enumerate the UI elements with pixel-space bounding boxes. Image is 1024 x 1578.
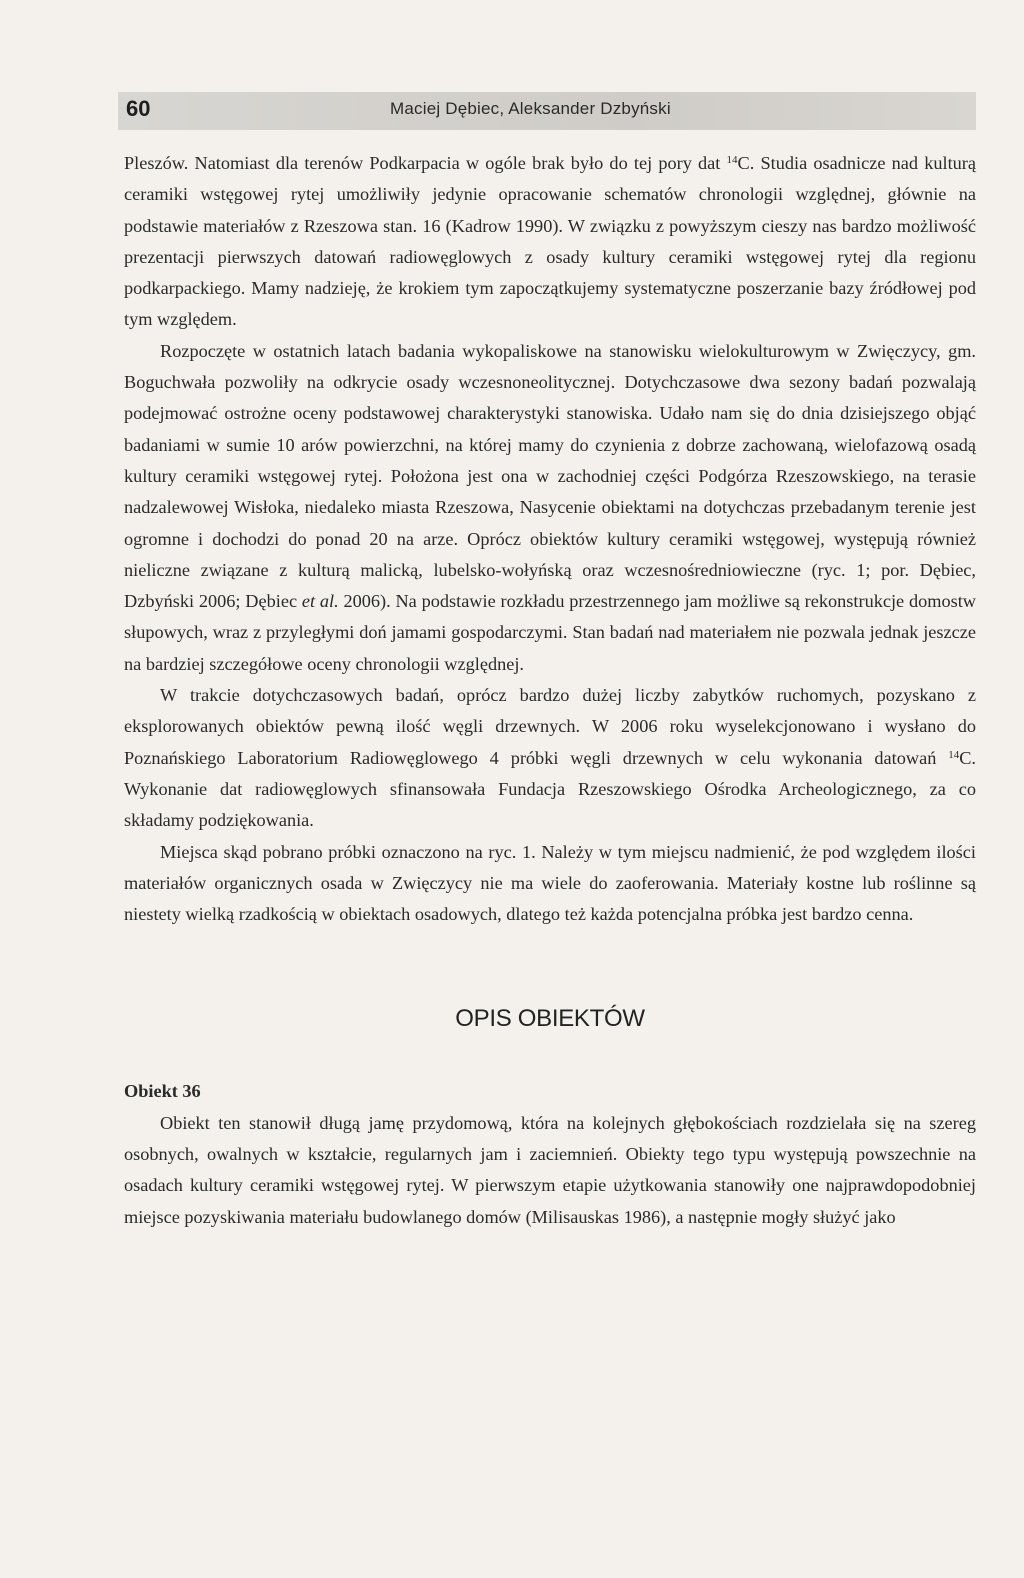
paragraph-text: 2006). Na podstawie rozkładu przestrzennego jam możliwe są rekonstrukcje domostw słupowych, wraz z przyległymi doń jamami gospodarczymi. Stan badań nad materiałem nie pozwala jednak jeszcze na bardziej szczegółowe oceny chronologii względnej. [124,591,976,674]
body-text [124,148,976,1233]
paragraph-text: C. Wykonanie dat radiowęglowych sfinansowała Fundacja Rzeszowskiego Ośrodka Archeologicznego, za co składamy podziękowania. [124,747,976,831]
paragraph-2 [124,336,976,680]
paragraph-text: W trakcie dotychczasowych badań, oprócz bardzo dużej liczby zabytków ruchomych, pozyskano z eksplorowanych obiektów pewną ilość węgli drzewnych. W 2006 roku wyselekcjonowano i wysłano do Poznańskiego Laboratorium Radiowęglowego 4 próbki węgli drzewnych w celu wykonania datowań [124,685,976,768]
paragraph-text: Rozpoczęte w ostatnich latach badania wykopaliskowe na stanowisku wielokulturowym w Zwięczycy, gm. Boguchwała pozwoliły na odkrycie osady wczesnoneolitycznej. Dotychczasowe dwa sezony badań pozwalają podejmować ostrożne oceny podstawowej charakterystyki stanowiska. Udało nam się do dnia dzisiejszego objąć badaniami w sumie 10 arów powierzchni, na której mamy do czynienia z dobrze zachowaną, wielofazową osadą kultury ceramiki wstęgowej rytej. Położona jest ona w zachodniej części Podgórza Rzeszowskiego, na terasie nadzalewowej Wisłoka, niedaleko miasta Rzeszowa, Nasycenie obiektami na dotychczas przebadanym terenie jest ogromne i dochodzi do ponad 20 na arze. Oprócz obiektów kultury ceramiki wstęgowej, występują również nieliczne związane z kulturą malicką, lubelsko-wołyńską oraz wczesnośredniowieczne (ryc. 1; por. Dębiec, Dzbyński 2006; Dębiec [124,340,976,612]
page-number: 60 [126,96,151,121]
running-header [118,92,976,130]
superscript-isotope: 14 [726,154,738,166]
subsection-heading: Obiekt 36 [124,1081,201,1102]
superscript-isotope: 14 [948,748,960,761]
paragraph-3 [124,680,976,836]
running-title: Maciej Dębiec, Aleksander Dzbyński [390,99,671,118]
paragraph-text: Pleszów. Natomiast dla terenów Podkarpacia w ogóle brak było do tej pory dat [124,153,727,173]
paragraph-1 [124,148,976,336]
section-heading: OPIS OBIEKTÓW [455,1005,645,1033]
paragraph-4 [124,837,976,931]
italic-et-al: et al. [301,591,339,612]
section-paragraph: Obiekt ten stanowił długą jamę przydomową, która na kolejnych głębokościach rozdzielała się na szereg osobnych, owalnych w kształcie, regularnych jam i zaciemnień. Obiekty tego typu występują powszechnie na osadach kultury ceramiki wstęgowej rytej. W pierwszym etapie użytkowania stanowiły one najprawdopodobniej miejsce pozyskiwania materiału budowlanego domów (Milisauskas 1986), a następnie mogły służyć jako [124,1112,976,1227]
paragraph-text: C. Studia osadnicze nad kulturą ceramiki wstęgowej rytej umożliwiły jedynie opracowanie schematów chronologii względnej, głównie na podstawie materiałów z Rzeszowa stan. 16 (Kadrow 1990). W związku z powyższym cieszy nas bardzo możliwość prezentacji pierwszych datowań radiowęglowych z osady kultury ceramiki wstęgowej rytej dla regionu podkarpackiego. Mamy nadzieję, że krokiem tym zapoczątkujemy systematyczne poszerzanie bazy źródłowej pod tym względem. [124,153,976,330]
paragraph-text: Miejsca skąd pobrano próbki oznaczono na ryc. 1. Należy w tym miejscu nadmienić, że pod względem ilości materiałów organicznych osada w Zwięczycy nie ma wiele do zaoferowania. Materiały kostne lub roślinne są niestety wielką rzadkością w obiektach osadowych, dlatego też każda potencjalna próbka jest bardzo cenna. [124,841,976,925]
